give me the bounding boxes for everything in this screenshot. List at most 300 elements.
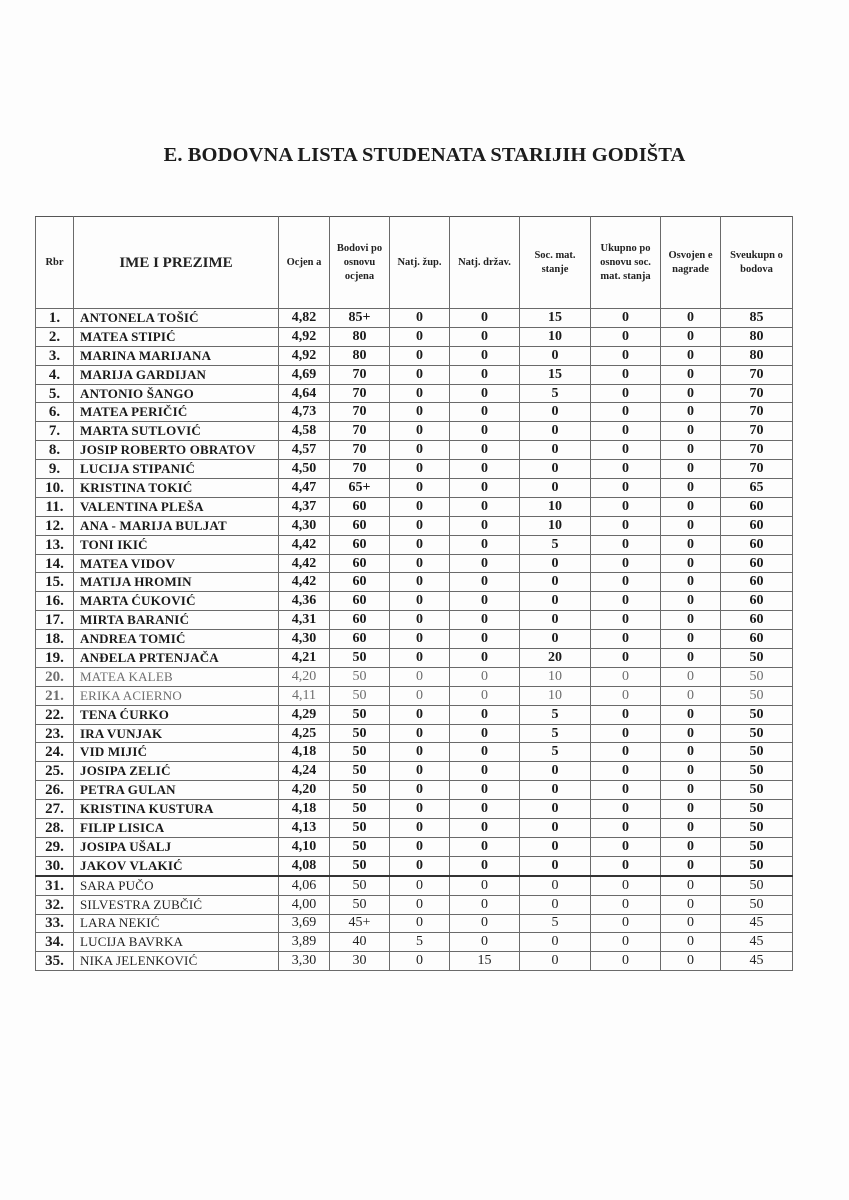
cell-ocjena: 4,92 (279, 346, 330, 365)
cell-ukupno-soc: 0 (591, 837, 661, 856)
cell-ukupno-soc: 0 (591, 856, 661, 875)
table-row (36, 724, 793, 743)
cell-bodovi-ocjena: 50 (330, 762, 390, 781)
cell-name: MIRTA BARANIĆ (74, 611, 279, 630)
cell-ukupno-soc: 0 (591, 895, 661, 914)
cell-sveukupno: 50 (721, 856, 793, 875)
cell-ukupno-soc: 0 (591, 441, 661, 460)
cell-rbr: 24. (36, 743, 74, 762)
table-row (36, 856, 793, 875)
table-row (36, 535, 793, 554)
cell-soc-mat: 0 (520, 611, 591, 630)
cell-rbr: 18. (36, 630, 74, 649)
cell-natj-drzav: 0 (450, 573, 520, 592)
cell-bodovi-ocjena: 50 (330, 649, 390, 668)
header-bodovi-ocjena: Bodovi po osnovu ocjena (330, 217, 390, 309)
cell-natj-zup: 0 (390, 403, 450, 422)
cell-rbr: 28. (36, 819, 74, 838)
cell-natj-zup: 0 (390, 497, 450, 516)
cell-nagrade: 0 (661, 837, 721, 856)
cell-sveukupno: 60 (721, 535, 793, 554)
cell-nagrade: 0 (661, 800, 721, 819)
cell-nagrade: 0 (661, 573, 721, 592)
cell-rbr: 10. (36, 479, 74, 498)
table-row (36, 516, 793, 535)
cell-ukupno-soc: 0 (591, 346, 661, 365)
cell-rbr: 13. (36, 535, 74, 554)
cell-ukupno-soc: 0 (591, 479, 661, 498)
cell-natj-zup: 0 (390, 479, 450, 498)
cell-sveukupno: 80 (721, 346, 793, 365)
cell-nagrade: 0 (661, 819, 721, 838)
cell-sveukupno: 50 (721, 876, 793, 895)
cell-rbr: 23. (36, 724, 74, 743)
cell-bodovi-ocjena: 50 (330, 781, 390, 800)
cell-natj-zup: 0 (390, 743, 450, 762)
table-row (36, 762, 793, 781)
cell-sveukupno: 50 (721, 649, 793, 668)
cell-soc-mat: 0 (520, 952, 591, 971)
cell-natj-zup: 0 (390, 819, 450, 838)
cell-soc-mat: 0 (520, 554, 591, 573)
cell-ocjena: 4,20 (279, 781, 330, 800)
cell-nagrade: 0 (661, 952, 721, 971)
cell-natj-zup: 0 (390, 705, 450, 724)
cell-ukupno-soc: 0 (591, 876, 661, 895)
table-row (36, 403, 793, 422)
cell-ukupno-soc: 0 (591, 535, 661, 554)
cell-nagrade: 0 (661, 327, 721, 346)
cell-rbr: 17. (36, 611, 74, 630)
cell-ukupno-soc: 0 (591, 743, 661, 762)
cell-soc-mat: 0 (520, 479, 591, 498)
cell-bodovi-ocjena: 50 (330, 819, 390, 838)
cell-ocjena: 4,11 (279, 686, 330, 705)
cell-ocjena: 4,92 (279, 327, 330, 346)
cell-bodovi-ocjena: 80 (330, 327, 390, 346)
table-row (36, 384, 793, 403)
cell-ocjena: 4,58 (279, 422, 330, 441)
cell-sveukupno: 70 (721, 422, 793, 441)
cell-bodovi-ocjena: 60 (330, 630, 390, 649)
cell-ukupno-soc: 0 (591, 914, 661, 933)
cell-name: NIKA JELENKOVIĆ (74, 952, 279, 971)
cell-bodovi-ocjena: 50 (330, 743, 390, 762)
cell-soc-mat: 0 (520, 762, 591, 781)
cell-ocjena: 4,18 (279, 743, 330, 762)
table-body (36, 309, 793, 971)
cell-bodovi-ocjena: 70 (330, 422, 390, 441)
cell-nagrade: 0 (661, 535, 721, 554)
cell-ukupno-soc: 0 (591, 933, 661, 952)
cell-sveukupno: 85 (721, 309, 793, 328)
cell-soc-mat: 10 (520, 667, 591, 686)
cell-natj-zup: 0 (390, 346, 450, 365)
cell-bodovi-ocjena: 60 (330, 497, 390, 516)
cell-natj-zup: 0 (390, 535, 450, 554)
cell-name: MATEA VIDOV (74, 554, 279, 573)
cell-soc-mat: 0 (520, 460, 591, 479)
cell-bodovi-ocjena: 70 (330, 441, 390, 460)
cell-soc-mat: 15 (520, 365, 591, 384)
table-row (36, 933, 793, 952)
cell-rbr: 6. (36, 403, 74, 422)
cell-nagrade: 0 (661, 705, 721, 724)
cell-name: ANĐELA PRTENJAČA (74, 649, 279, 668)
cell-natj-drzav: 0 (450, 479, 520, 498)
cell-natj-drzav: 0 (450, 781, 520, 800)
cell-name: MARIJA GARDIJAN (74, 365, 279, 384)
header-nagrade: Osvojen e nagrade (661, 217, 721, 309)
cell-ocjena: 4,06 (279, 876, 330, 895)
table-row (36, 649, 793, 668)
cell-soc-mat: 10 (520, 497, 591, 516)
cell-rbr: 9. (36, 460, 74, 479)
cell-natj-zup: 0 (390, 460, 450, 479)
cell-bodovi-ocjena: 40 (330, 933, 390, 952)
cell-name: JOSIPA ZELIĆ (74, 762, 279, 781)
cell-nagrade: 0 (661, 724, 721, 743)
cell-rbr: 31. (36, 876, 74, 895)
page-title: E. BODOVNA LISTA STUDENATA STARIJIH GODIŠTA (163, 144, 686, 166)
cell-bodovi-ocjena: 50 (330, 667, 390, 686)
cell-soc-mat: 5 (520, 705, 591, 724)
cell-rbr: 12. (36, 516, 74, 535)
cell-nagrade: 0 (661, 516, 721, 535)
cell-natj-drzav: 0 (450, 441, 520, 460)
cell-ukupno-soc: 0 (591, 460, 661, 479)
cell-ukupno-soc: 0 (591, 309, 661, 328)
header-soc-mat: Soc. mat. stanje (520, 217, 591, 309)
cell-rbr: 11. (36, 497, 74, 516)
header-ukupno-soc: Ukupno po osnovu soc. mat. stanja (591, 217, 661, 309)
cell-sveukupno: 45 (721, 952, 793, 971)
cell-bodovi-ocjena: 65+ (330, 479, 390, 498)
cell-natj-zup: 0 (390, 592, 450, 611)
cell-name: KRISTINA TOKIĆ (74, 479, 279, 498)
cell-ukupno-soc: 0 (591, 403, 661, 422)
cell-rbr: 32. (36, 895, 74, 914)
cell-natj-zup: 0 (390, 837, 450, 856)
table-row (36, 705, 793, 724)
cell-natj-zup: 0 (390, 781, 450, 800)
cell-sveukupno: 70 (721, 441, 793, 460)
cell-natj-zup: 0 (390, 876, 450, 895)
cell-sveukupno: 50 (721, 686, 793, 705)
cell-ukupno-soc: 0 (591, 667, 661, 686)
cell-ukupno-soc: 0 (591, 781, 661, 800)
cell-sveukupno: 45 (721, 933, 793, 952)
cell-natj-zup: 0 (390, 611, 450, 630)
cell-nagrade: 0 (661, 743, 721, 762)
cell-bodovi-ocjena: 60 (330, 516, 390, 535)
cell-natj-drzav: 0 (450, 497, 520, 516)
cell-name: ERIKA ACIERNO (74, 686, 279, 705)
table-row (36, 479, 793, 498)
cell-bodovi-ocjena: 50 (330, 800, 390, 819)
cell-natj-zup: 0 (390, 952, 450, 971)
cell-name: MATIJA HROMIN (74, 573, 279, 592)
cell-rbr: 3. (36, 346, 74, 365)
cell-name: KRISTINA KUSTURA (74, 800, 279, 819)
cell-soc-mat: 0 (520, 933, 591, 952)
cell-natj-drzav: 0 (450, 800, 520, 819)
cell-name: MATEA STIPIĆ (74, 327, 279, 346)
cell-sveukupno: 60 (721, 573, 793, 592)
table-header-row (36, 217, 793, 309)
cell-natj-drzav: 0 (450, 914, 520, 933)
cell-name: IRA VUNJAK (74, 724, 279, 743)
table-row (36, 837, 793, 856)
cell-sveukupno: 70 (721, 403, 793, 422)
cell-ocjena: 4,30 (279, 516, 330, 535)
header-ocjena: Ocjen a (279, 217, 330, 309)
cell-soc-mat: 10 (520, 327, 591, 346)
cell-ukupno-soc: 0 (591, 554, 661, 573)
cell-ukupno-soc: 0 (591, 573, 661, 592)
cell-natj-drzav: 15 (450, 952, 520, 971)
cell-ocjena: 4,42 (279, 573, 330, 592)
cell-natj-drzav: 0 (450, 592, 520, 611)
table-row (36, 497, 793, 516)
cell-nagrade: 0 (661, 895, 721, 914)
cell-ukupno-soc: 0 (591, 705, 661, 724)
cell-bodovi-ocjena: 50 (330, 705, 390, 724)
cell-nagrade: 0 (661, 630, 721, 649)
cell-nagrade: 0 (661, 554, 721, 573)
cell-natj-drzav: 0 (450, 686, 520, 705)
cell-ukupno-soc: 0 (591, 952, 661, 971)
cell-natj-drzav: 0 (450, 535, 520, 554)
table-row (36, 460, 793, 479)
cell-ocjena: 4,25 (279, 724, 330, 743)
table-row (36, 365, 793, 384)
cell-bodovi-ocjena: 85+ (330, 309, 390, 328)
cell-nagrade: 0 (661, 403, 721, 422)
cell-ukupno-soc: 0 (591, 365, 661, 384)
cell-ukupno-soc: 0 (591, 762, 661, 781)
cell-ocjena: 4,73 (279, 403, 330, 422)
cell-natj-drzav: 0 (450, 705, 520, 724)
cell-sveukupno: 80 (721, 327, 793, 346)
cell-ocjena: 3,89 (279, 933, 330, 952)
cell-name: JOSIP ROBERTO OBRATOV (74, 441, 279, 460)
cell-natj-zup: 0 (390, 686, 450, 705)
cell-ukupno-soc: 0 (591, 592, 661, 611)
cell-name: MARINA MARIJANA (74, 346, 279, 365)
cell-nagrade: 0 (661, 422, 721, 441)
cell-natj-zup: 0 (390, 309, 450, 328)
table-row (36, 346, 793, 365)
cell-bodovi-ocjena: 60 (330, 554, 390, 573)
cell-name: VALENTINA PLEŠA (74, 497, 279, 516)
cell-nagrade: 0 (661, 441, 721, 460)
cell-natj-zup: 0 (390, 441, 450, 460)
cell-nagrade: 0 (661, 933, 721, 952)
cell-natj-zup: 0 (390, 649, 450, 668)
header-name: IME I PREZIME (74, 217, 279, 309)
table-row (36, 592, 793, 611)
table-row (36, 914, 793, 933)
cell-soc-mat: 5 (520, 535, 591, 554)
cell-ocjena: 4,21 (279, 649, 330, 668)
cell-name: TONI IKIĆ (74, 535, 279, 554)
cell-soc-mat: 10 (520, 516, 591, 535)
cell-sveukupno: 45 (721, 914, 793, 933)
cell-bodovi-ocjena: 70 (330, 384, 390, 403)
cell-name: PETRA GULAN (74, 781, 279, 800)
cell-natj-drzav: 0 (450, 384, 520, 403)
cell-natj-drzav: 0 (450, 516, 520, 535)
cell-ukupno-soc: 0 (591, 630, 661, 649)
cell-ocjena: 4,64 (279, 384, 330, 403)
cell-natj-zup: 0 (390, 516, 450, 535)
cell-rbr: 2. (36, 327, 74, 346)
cell-bodovi-ocjena: 50 (330, 876, 390, 895)
cell-ocjena: 4,47 (279, 479, 330, 498)
cell-soc-mat: 0 (520, 441, 591, 460)
cell-bodovi-ocjena: 60 (330, 611, 390, 630)
cell-rbr: 5. (36, 384, 74, 403)
cell-ocjena: 4,82 (279, 309, 330, 328)
cell-sveukupno: 65 (721, 479, 793, 498)
cell-soc-mat: 0 (520, 837, 591, 856)
cell-rbr: 1. (36, 309, 74, 328)
table-row (36, 554, 793, 573)
cell-sveukupno: 70 (721, 460, 793, 479)
cell-soc-mat: 0 (520, 346, 591, 365)
cell-ocjena: 4,20 (279, 667, 330, 686)
cell-bodovi-ocjena: 30 (330, 952, 390, 971)
cell-bodovi-ocjena: 60 (330, 592, 390, 611)
table-row (36, 952, 793, 971)
table-row (36, 800, 793, 819)
cell-ocjena: 4,37 (279, 497, 330, 516)
cell-bodovi-ocjena: 50 (330, 837, 390, 856)
cell-bodovi-ocjena: 50 (330, 724, 390, 743)
cell-ocjena: 4,69 (279, 365, 330, 384)
cell-natj-drzav: 0 (450, 460, 520, 479)
cell-ocjena: 3,30 (279, 952, 330, 971)
table-row (36, 573, 793, 592)
header-rbr: Rbr (36, 217, 74, 309)
cell-rbr: 29. (36, 837, 74, 856)
cell-name: LUCIJA BAVRKA (74, 933, 279, 952)
cell-soc-mat: 0 (520, 403, 591, 422)
cell-nagrade: 0 (661, 876, 721, 895)
cell-name: ANA - MARIJA BULJAT (74, 516, 279, 535)
cell-rbr: 30. (36, 856, 74, 875)
cell-rbr: 34. (36, 933, 74, 952)
cell-ocjena: 3,69 (279, 914, 330, 933)
cell-sveukupno: 60 (721, 630, 793, 649)
cell-name: LUCIJA STIPANIĆ (74, 460, 279, 479)
cell-ukupno-soc: 0 (591, 611, 661, 630)
cell-rbr: 33. (36, 914, 74, 933)
cell-soc-mat: 5 (520, 743, 591, 762)
cell-sveukupno: 60 (721, 592, 793, 611)
cell-name: ANDREA TOMIĆ (74, 630, 279, 649)
cell-nagrade: 0 (661, 686, 721, 705)
cell-ocjena: 4,42 (279, 535, 330, 554)
table-row (36, 781, 793, 800)
cell-soc-mat: 15 (520, 309, 591, 328)
cell-soc-mat: 0 (520, 876, 591, 895)
cell-ukupno-soc: 0 (591, 819, 661, 838)
cell-natj-drzav: 0 (450, 837, 520, 856)
table-row (36, 309, 793, 328)
cell-rbr: 8. (36, 441, 74, 460)
cell-ukupno-soc: 0 (591, 516, 661, 535)
table-row (36, 819, 793, 838)
cell-sveukupno: 50 (721, 819, 793, 838)
cell-natj-drzav: 0 (450, 819, 520, 838)
cell-soc-mat: 0 (520, 781, 591, 800)
cell-ocjena: 4,00 (279, 895, 330, 914)
cell-ocjena: 4,42 (279, 554, 330, 573)
cell-natj-drzav: 0 (450, 762, 520, 781)
cell-ukupno-soc: 0 (591, 800, 661, 819)
cell-name: SARA PUČO (74, 876, 279, 895)
cell-rbr: 15. (36, 573, 74, 592)
cell-nagrade: 0 (661, 497, 721, 516)
cell-natj-drzav: 0 (450, 630, 520, 649)
cell-ocjena: 4,10 (279, 837, 330, 856)
table-row (36, 441, 793, 460)
cell-name: VID MIJIĆ (74, 743, 279, 762)
cell-soc-mat: 0 (520, 800, 591, 819)
cell-natj-drzav: 0 (450, 309, 520, 328)
cell-natj-drzav: 0 (450, 724, 520, 743)
cell-ukupno-soc: 0 (591, 686, 661, 705)
cell-natj-drzav: 0 (450, 365, 520, 384)
cell-ocjena: 4,29 (279, 705, 330, 724)
cell-natj-drzav: 0 (450, 327, 520, 346)
cell-natj-zup: 0 (390, 856, 450, 875)
cell-natj-zup: 0 (390, 762, 450, 781)
cell-natj-zup: 0 (390, 554, 450, 573)
cell-soc-mat: 5 (520, 914, 591, 933)
cell-ukupno-soc: 0 (591, 327, 661, 346)
cell-name: MARTA ĆUKOVIĆ (74, 592, 279, 611)
cell-nagrade: 0 (661, 384, 721, 403)
table-row (36, 667, 793, 686)
cell-rbr: 35. (36, 952, 74, 971)
cell-sveukupno: 50 (721, 743, 793, 762)
table-row (36, 611, 793, 630)
cell-soc-mat: 0 (520, 573, 591, 592)
ranking-table (35, 216, 793, 971)
cell-rbr: 25. (36, 762, 74, 781)
cell-sveukupno: 50 (721, 837, 793, 856)
cell-ukupno-soc: 0 (591, 497, 661, 516)
cell-soc-mat: 0 (520, 592, 591, 611)
cell-name: SILVESTRA ZUBČIĆ (74, 895, 279, 914)
cell-natj-zup: 0 (390, 365, 450, 384)
cell-nagrade: 0 (661, 309, 721, 328)
cell-nagrade: 0 (661, 914, 721, 933)
cell-natj-zup: 0 (390, 800, 450, 819)
cell-bodovi-ocjena: 45+ (330, 914, 390, 933)
cell-natj-drzav: 0 (450, 554, 520, 573)
cell-sveukupno: 60 (721, 554, 793, 573)
cell-soc-mat: 10 (520, 686, 591, 705)
cell-bodovi-ocjena: 60 (330, 573, 390, 592)
cell-ocjena: 4,57 (279, 441, 330, 460)
cell-ocjena: 4,18 (279, 800, 330, 819)
cell-bodovi-ocjena: 50 (330, 686, 390, 705)
cell-bodovi-ocjena: 60 (330, 535, 390, 554)
